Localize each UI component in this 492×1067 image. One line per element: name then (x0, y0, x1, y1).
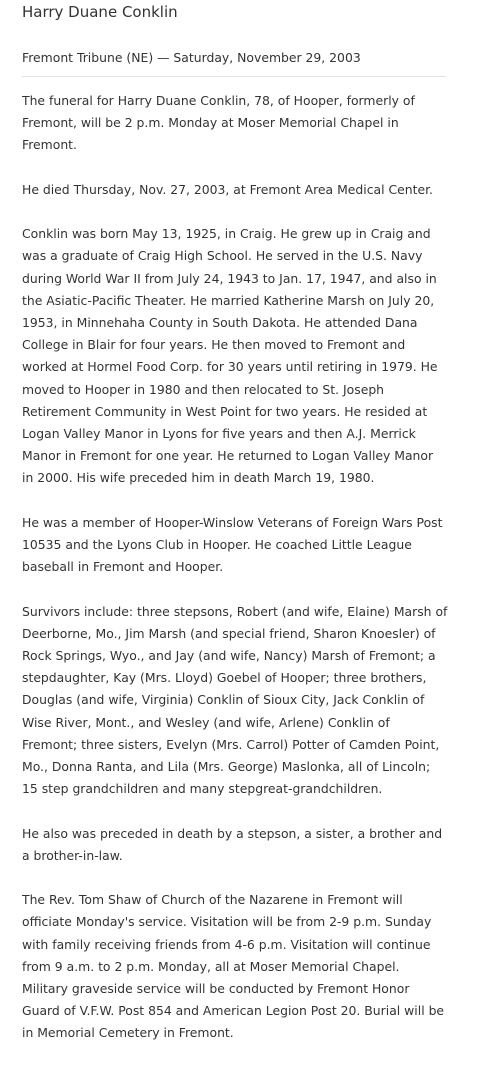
article-body (22, 90, 450, 1045)
paragraph-memberships: He was a member of Hooper-Winslow Veterans of Foreign Wars Post 10535 and the Lyons Club in Hooper. He coached Little League baseball in Fremont and Hooper. (22, 514, 443, 575)
obituary-article (22, 0, 450, 1067)
paragraph-preceded: He also was preceded in death by a stepson, a sister, a brother and a brother-in-law. (22, 825, 443, 863)
paragraph-survivors: Survivors include: three stepsons, Robert (and wife, Elaine) Marsh of Deerborne, Mo., Jim Marsh (and special friend, Sharon Knoesler) of Rock Springs, Wyo., and Jay (and wife, Nancy) Marsh of Fremont; a stepdaughter, Kay (Mrs. Lloyd) Goebel of Hooper; three brothers, Douglas (and wife, Virginia) Conklin of Sioux City, Jack Conklin of Wise River, Mont., and Wesley (and wife, Arlene) Conklin of Fremont; three sisters, Evelyn (Mrs. Carrol) Potter of Camden Point, Mo., Donna Ranta, and Lila (Mrs. George) Maslonka, all of Lincoln; 15 step grandchildren and many stepgreat-grandchildren. (22, 603, 448, 797)
paragraph-funeral: The funeral for Harry Duane Conklin, 78, of Hooper, formerly of Fremont, will be 2 p.m. Monday at Moser Memorial Chapel in Fremont. (22, 93, 415, 153)
article-source-line: Fremont Tribune (NE) — Saturday, November 29, 2003 (22, 49, 446, 77)
article-title: Harry Duane Conklin (22, 3, 178, 21)
paragraph-biography: Conklin was born May 13, 1925, in Craig. He grew up in Craig and was a graduate of Craig High School. He served in the U.S. Navy during World War II from July 24, 1943 to Jan. 17, 1947, and also in the Asiatic-Pacific Theater. He married Katherine Marsh on July 20, 1953, in Minnehaha County in South Dakota. He attended Dana College in Blair for four years. He then moved to Fremont and worked at Hormel Food Corp. for 30 years until retiring in 1979. He moved to Hooper in 1980 and then relocated to St. Joseph Retirement Community in West Point for two years. He resided at Logan Valley Manor in Lyons for five years and then A.J. Merrick Manor in Fremont for one year. He returned to Logan Valley Manor in 2000. His wife preceded him in death March 19, 1980. (22, 226, 438, 486)
paragraph-death: He died Thursday, Nov. 27, 2003, at Fremont Area Medical Center. (22, 181, 433, 197)
paragraph-services: The Rev. Tom Shaw of Church of the Nazarene in Fremont will officiate Monday's service. Visitation will be from 2-9 p.m. Sunday with family receiving friends from 4-6 p.m. Visitation will continue from 9 a.m. to 2 p.m. Monday, all at Moser Memorial Chapel. Military graveside service will be conducted by Fremont Honor Guard of V.F.W. Post 854 and American Legion Post 20. Burial will be in Memorial Cemetery in Fremont. (22, 892, 445, 1041)
